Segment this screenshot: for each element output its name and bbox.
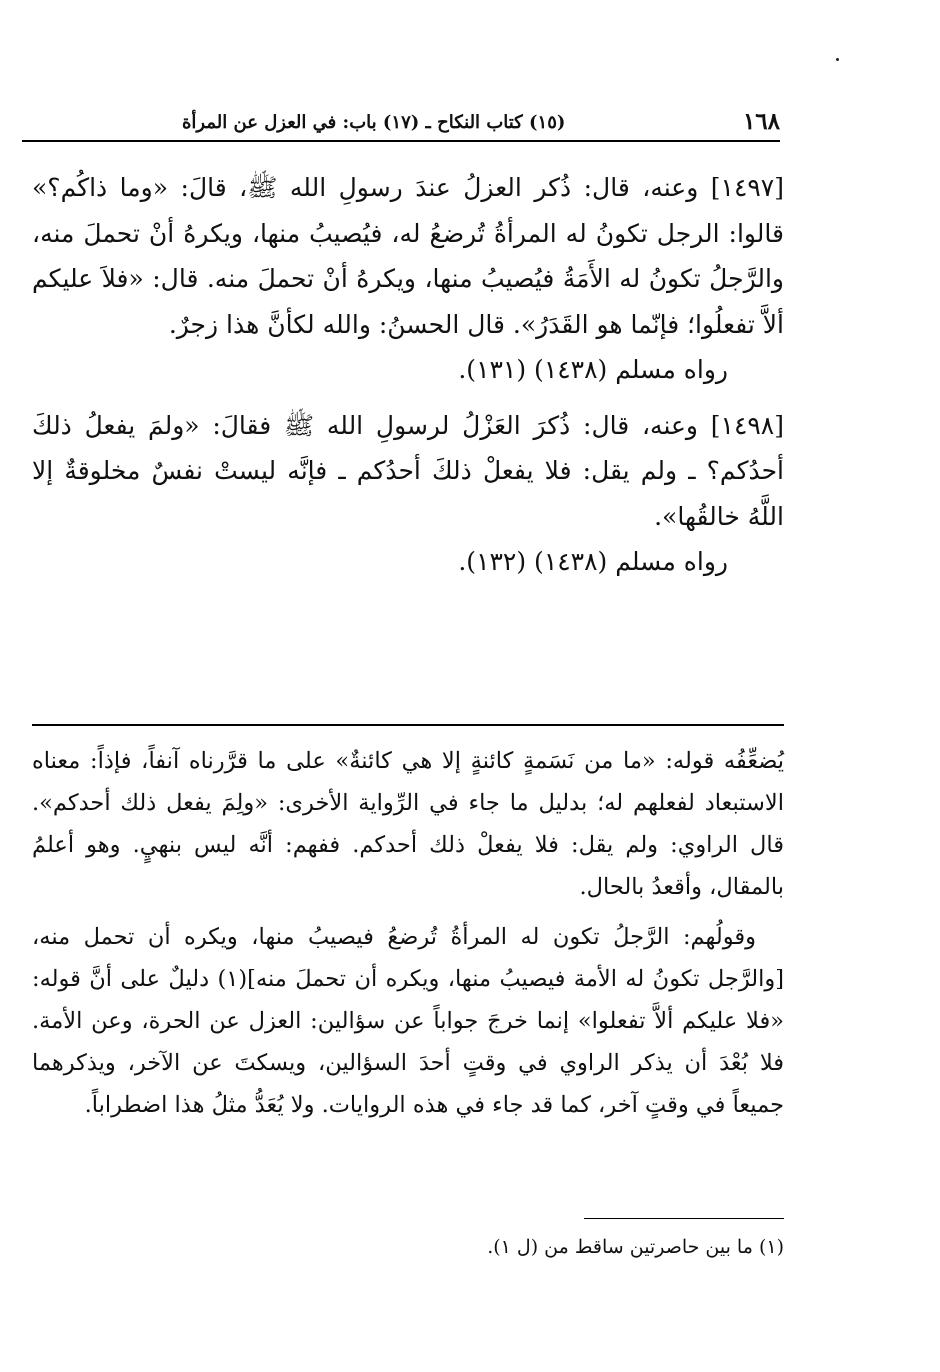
hadith-1498: [١٤٩٨] وعنه، قال: ذُكرَ العَزْلُ لرسولِ الله ﷺ فقالَ: «ولمَ يفعلُ ذلكَ أحدُكم؟ ـ ولم يقل: فلا يفعلْ ذلكَ أحدُكم ـ فإنَّه ليستْ نفسٌ مخلوقةٌ إلا اللَّهُ خالقُها».: [32, 410, 784, 531]
hadith-1497: [١٤٩٧] وعنه، قال: ذُكر العزلُ عندَ رسولِ الله ﷺ، قالَ: «وما ذاكُم؟» قالوا: الرجل تكونُ له المرأةُ تُرضعُ له، فيُصيبُ منها، ويكرهُ أنْ تحملَ منه، والرَّجلُ تكونُ له الأَمَةُ فيُصيبُ منها، ويكرهُ أنْ تحملَ منه. قال: «فلاَ عليكم ألاَّ تفعلُوا؛ فإنّما هو القَدَرُ». قال الحسنُ: والله لكأنَّ هذا زجرٌ.: [32, 173, 784, 339]
hadith-section: [32, 165, 784, 595]
narration-1498: رواه مسلم (١٤٣٨) (١٣٢).: [458, 547, 728, 576]
header-rule: [22, 140, 780, 142]
section-divider: [32, 724, 784, 726]
commentary-paragraph-1: يُضعِّفُه قوله: «ما من نَسَمةٍ كائنةٍ إلا هي كائنةٌ» على ما قرَّرناه آنفاً، فإذاً: معناه الاستبعاد لفعلهم له؛ بدليل ما جاء في الرِّواية الأخرى: «ولِمَ يفعل ذلك أحدكم». قال الراوي: ولم يقل: فلا يفعلْ ذلك أحدكم. ففهم: أنَّه ليس بنهيٍ. وهو أعلمُ بالمقال، وأقعدُ بالحال.: [32, 748, 784, 900]
page-number: ١٦٨: [742, 108, 780, 135]
narration-1497: رواه مسلم (١٤٣٨) (١٣١).: [458, 355, 728, 384]
running-title: (١٥) كتاب النكاح ـ (١٧) باب: في العزل عن المرأة: [182, 112, 566, 133]
commentary-paragraph-2: وقولُهم: الرَّجلُ تكون له المرأةُ تُرضعُ فيصيبُ منها، ويكره أن تحمل منه، [والرَّجل تكونُ له الأمة فيصيبُ منها، ويكره أن تحملَ منه](١) دليلٌ على أنَّ قوله: «فلا عليكم ألاَّ تفعلوا» إنما خرجَ جواباً عن سؤالين: العزل عن الحرة، وعن الأمة. فلا بُعْدَ أن يذكر الراوي في وقتٍ أحدَ السؤالين، ويسكتَ عن الآخر، ويذكرهما جميعاً في وقتٍ آخر، كما قد جاء في هذه الروايات. ولا يُعَدُّ مثلُ هذا اضطراباً.: [32, 924, 784, 1118]
commentary-section: [32, 740, 784, 1126]
footnote-divider: [584, 1218, 784, 1219]
footnote-section: [32, 1232, 784, 1262]
footnote-1: (١) ما بين حاصرتين ساقط من (ل ١).: [487, 1236, 784, 1258]
page-header: [22, 104, 780, 140]
speck-mark: [836, 58, 839, 61]
